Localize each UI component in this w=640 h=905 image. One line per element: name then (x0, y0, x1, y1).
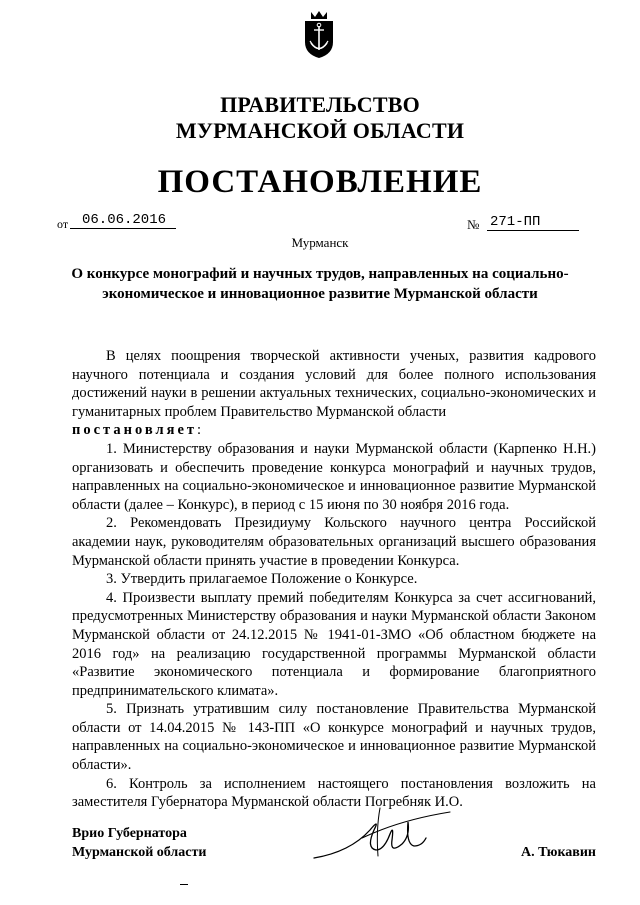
preamble-text: В целях поощрения творческой активности ученых, развития кадрового научного потенциала и создания условий для более полного использования достижений науки в решении актуальных технических, социально-экономических и гуманитарных проблем Правительство Мурманской области (72, 348, 596, 420)
handwritten-signature (310, 800, 460, 870)
date-prefix: от (57, 217, 69, 231)
document-type-heading: ПОСТАНОВЛЕНИЕ (157, 164, 483, 200)
document-number: 271-ПП (487, 214, 579, 231)
document-title: О конкурсе монографий и научных трудов, направленных на социально-экономическое и инновационное развитие Мурманской области (71, 266, 569, 302)
signatory-name: А. Тюкавин (521, 845, 596, 860)
clause-6: 6. Контроль за исполнением настоящего постановления возложить на заместителя Губернатора Мурманской области Погребняк И.О. (72, 775, 596, 811)
preamble-paragraph (72, 347, 596, 440)
coat-of-arms-icon (301, 8, 337, 60)
decree-word: постановляет (72, 422, 198, 439)
clause-3: 3. Утвердить прилагаемое Положение о Конкурсе. (106, 571, 418, 588)
city-name: Мурманск (291, 235, 349, 250)
document-body (72, 347, 596, 812)
clause-1: 1. Министерству образования и науки Мурманской области (Карпенко Н.Н.) организовать и обеспечить проведение конкурса монографий и научных трудов, направленных на социально-экономическое и инновационное развитие Мурманской области (далее – Конкурс), в период с 15 июня по 30 ноября 2016 года. (72, 440, 596, 513)
document-date: 06.06.2016 (70, 212, 176, 229)
signatory-position-line1: Врио Губернатора (72, 826, 187, 841)
clause-5: 5. Признать утратившим силу постановление Правительства Мурманской области от 14.04.2015 № 143-ПП «О конкурсе монографий и научных трудов, направленных на социально-экономическое и инновационное развитие Мурманской области». (72, 701, 596, 774)
org-name-line2: МУРМАНСКОЙ ОБЛАСТИ (175, 118, 465, 143)
clause-4: 4. Произвести выплату премий победителям Конкурса за счет ассигнований, предусмотренных Министерству образования и науки Мурманской области Законом Мурманской области от 24.12.2015 № 1941-01-ЗМО «Об областном бюджете на 2016 год» на реализацию государственной программы Мурманской области «Развитие экономического потенциала и формирование благоприятного предпринимательского климата». (72, 589, 596, 699)
number-prefix: № (467, 217, 480, 232)
footer-mark (180, 884, 188, 885)
signatory-position-line2: Мурманской области (72, 845, 207, 860)
decree-colon: : (197, 422, 202, 439)
org-name-line1: ПРАВИТЕЛЬСТВО (220, 92, 420, 117)
clause-2: 2. Рекомендовать Президиуму Кольского научного центра Российской академии наук, руководителям образовательных организаций высшего образования Мурманской области принять участие в проведении Конкурса. (72, 515, 596, 569)
signatory-position (72, 824, 206, 862)
